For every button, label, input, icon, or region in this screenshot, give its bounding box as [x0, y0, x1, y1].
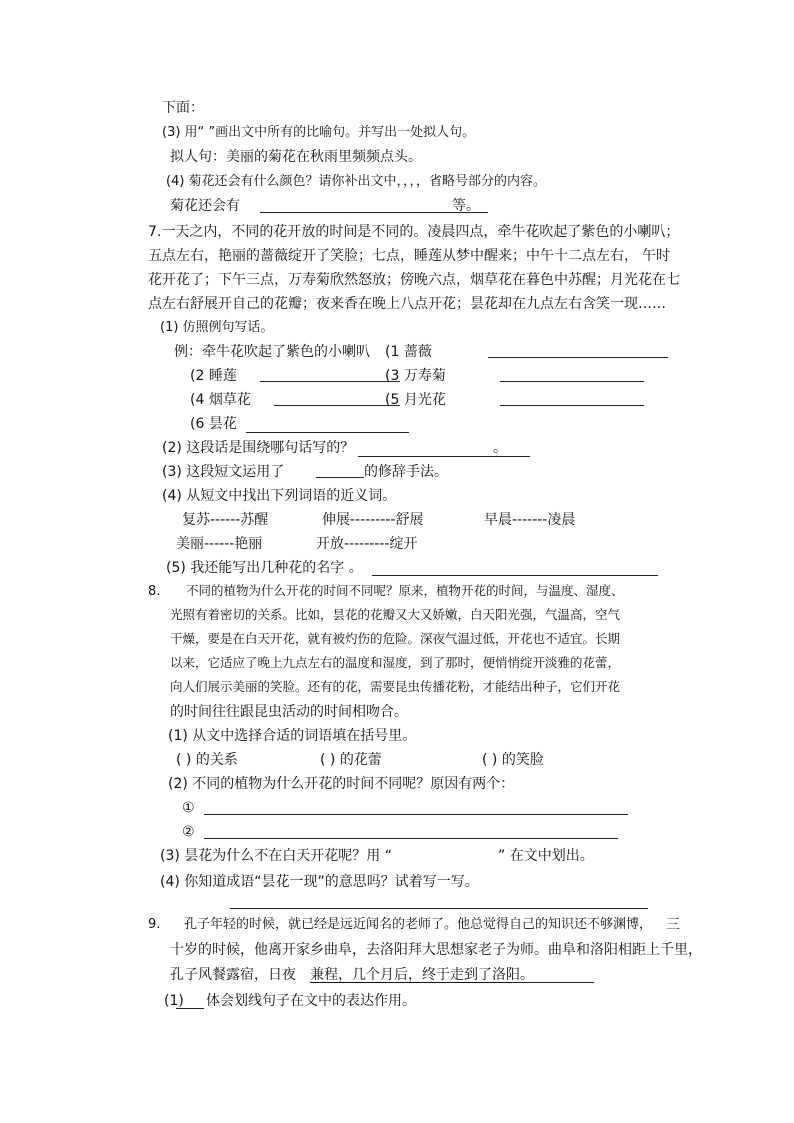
q7-word-pair-1: 复苏------苏醒	[182, 512, 269, 528]
q7-word-pair-4: 美丽------艳丽	[176, 536, 263, 552]
q6-line-1: 下面：	[162, 100, 204, 116]
q7-part-3-end: 的修辞手法。	[364, 464, 448, 480]
q7-part-3-blank[interactable]	[316, 477, 364, 478]
q7-word-pair-2: 伸展---------舒展	[322, 512, 424, 528]
q8-line-3: 干燥，要是在白天开花，就有被灼伤的危险。深夜气温过低，开花也不适宜。长期	[170, 631, 621, 646]
q9-line-2: 十岁的时候，他离开家乡曲阜，去洛阳拜大思想家老子为师。曲阜和洛阳相距上千里，	[170, 942, 702, 958]
q8-reason-2-mark: ②	[182, 824, 195, 840]
q7-line-1: 7.一天之内，不同的花开放的时间是不同的。凌晨四点，牵牛花吹起了紫色的小喇叭；	[148, 224, 680, 240]
q7-item-4: (4 烟草花	[190, 392, 251, 408]
q6-answer-end: 等。	[452, 198, 480, 214]
q8-part-4-blank[interactable]	[230, 908, 648, 909]
q8-part-2: (2) 不同的植物为什么开花的时间不同呢？原因有两个：	[168, 776, 515, 792]
q9-part-1: 体会划线句子在文中的表达作用。	[206, 993, 416, 1009]
q7-item-6-blank[interactable]	[246, 432, 409, 433]
q7-part-1: (1) 仿照例句写话。	[160, 320, 274, 335]
q9-line-3-blank[interactable]	[512, 982, 594, 983]
q8-number: 8.	[148, 584, 161, 599]
q7-item-2: (2 睡莲	[190, 368, 237, 384]
q9-line-1: 孔子年轻的时候，就已经是远近闻名的老师了。他总觉得自己的知识还不够渊博，	[184, 917, 653, 932]
q7-item-4-blank[interactable]	[274, 405, 400, 406]
q8-bracket-2[interactable]: ( ) 的花蕾	[320, 752, 382, 768]
q7-word-pair-3: 早晨-------凌晨	[484, 512, 576, 528]
q8-reason-1-mark: ①	[182, 800, 195, 816]
q9-line-3: 孔子风餐露宿，日夜	[170, 967, 296, 983]
q8-line-2: 光照有着密切的关系。比如，昙花的花瓣又大又娇嫩，白天阳光强，气温高，空气	[170, 607, 621, 622]
q6-question-4: (4) 菊花还会有什么颜色？请你补出文中，，，，省略号部分的内容。	[166, 174, 547, 189]
q7-example: 例：牵牛花吹起了紫色的小喇叭	[174, 344, 370, 360]
q7-item-5-blank[interactable]	[500, 405, 644, 406]
q7-item-3: (3 万寿菊	[385, 368, 446, 384]
q7-item-5: (5 月光花	[385, 392, 446, 408]
q6-answer-label: 菊花还会有	[170, 198, 240, 214]
q7-item-1-blank[interactable]	[488, 357, 668, 358]
q8-part-4: (4) 你知道成语“昙花一现”的意思吗？试着写一写。	[160, 874, 479, 890]
q6-question-3: (3) 用“ ”画出文中所有的比喻句。并写出一处拟人句。	[162, 125, 476, 140]
q7-line-2-end: 午时	[642, 248, 670, 264]
q7-word-pair-5: 开放---------绽开	[316, 536, 418, 552]
q8-line-1: 不同的植物为什么开花的时间不同呢？原来，植物开花的时间，与温度、湿度、	[186, 583, 624, 598]
q7-part-4: (4) 从短文中找出下列词语的近义词。	[162, 488, 397, 504]
q8-bracket-3[interactable]: ( ) 的笑脸	[482, 752, 544, 768]
q8-bracket-1[interactable]: ( ) 的关系	[176, 752, 238, 768]
q9-part-1-number: (1)	[164, 993, 184, 1009]
q8-part-1: (1) 从文中选择合适的词语填在括号里。	[168, 728, 417, 744]
q8-reason-2-blank[interactable]	[204, 838, 618, 839]
q7-part-2-end: 。	[493, 440, 507, 456]
q7-part-2: (2) 这段话是围绕哪句话写的？	[162, 440, 355, 456]
q7-part-2-blank[interactable]	[358, 456, 530, 457]
q9-line-1-end: 三	[666, 917, 680, 933]
q9-number: 9.	[148, 917, 161, 932]
q7-item-2-blank[interactable]	[260, 381, 400, 382]
q7-part-5-blank[interactable]	[372, 575, 658, 576]
q7-line-4: 点左右舒展开自己的花瓣；夜来香在晚上八点开花；昙花却在九点左右含笑一现……	[148, 296, 666, 312]
q8-part-3: (3) 昙花为什么不在白天开花呢？用 “	[160, 848, 392, 864]
q7-item-6: (6 昙花	[190, 416, 237, 432]
q7-line-3: 花开花了；下午三点，万寿菊欣然怒放；傍晚六点，烟草花在暮色中苏醒；月光花在七	[148, 272, 680, 288]
q8-part-3-end: ” 在文中划出。	[498, 848, 594, 864]
q7-part-3: (3) 这段短文运用了	[162, 464, 285, 480]
q8-line-4: 以来，它适应了晚上九点左右的温度和湿度，到了那时，便悄悄绽开淡雅的花蕾，	[170, 655, 621, 670]
q6-personification: 拟人句：美丽的菊花在秋雨里频频点头。	[170, 149, 422, 165]
q8-line-5: 向人们展示美丽的笑脸。还有的花，需要昆虫传播花粉，才能结出种子，它们开花	[170, 679, 621, 694]
q7-part-5: (5) 我还能写出几种花的名字 。	[166, 560, 363, 576]
q9-underlined-sentence: 兼程，几个月后，终于走到了洛阳。	[310, 967, 534, 983]
q7-line-2: 五点左右，艳丽的蔷薇绽开了笑脸；七点，睡莲从梦中醒来；中午十二点左右，	[148, 248, 638, 264]
q7-item-1: (1 蔷薇	[385, 344, 432, 360]
q8-line-6: 的时间往往跟昆虫活动的时间相吻合。	[170, 704, 408, 720]
q8-reason-1-blank[interactable]	[204, 814, 628, 815]
q7-item-3-blank[interactable]	[500, 381, 644, 382]
q9-part-1-mark	[176, 1008, 204, 1009]
